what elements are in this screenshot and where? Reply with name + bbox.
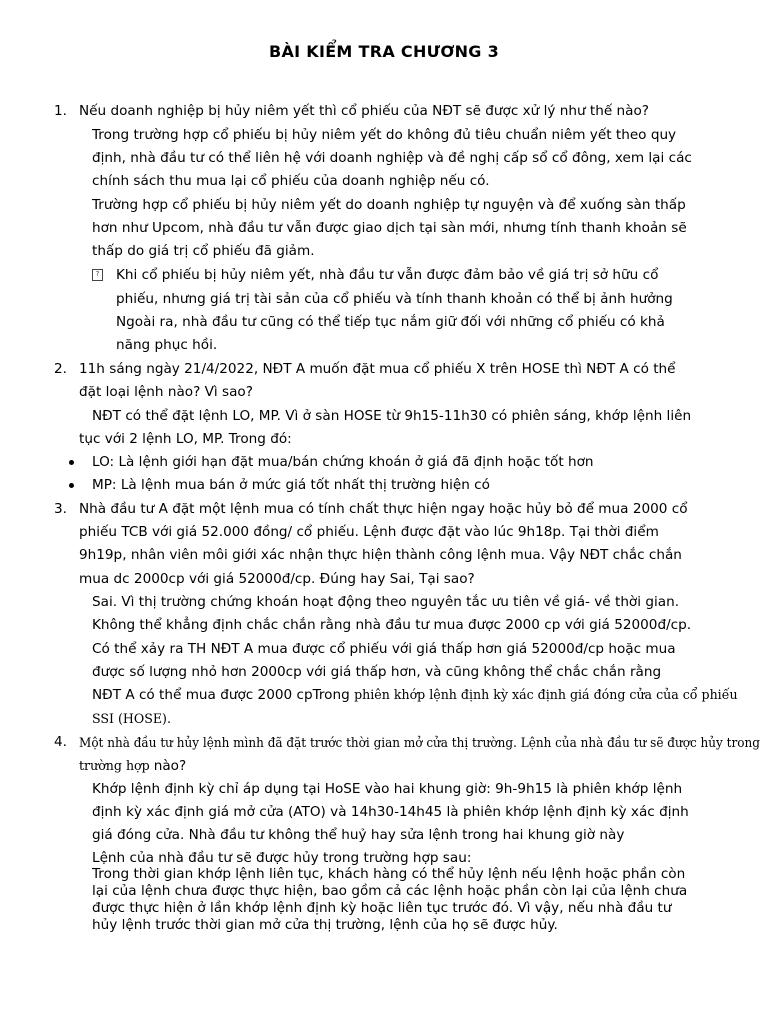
- q1-p2-line-1: Trường hợp cổ phiếu bị hủy niêm yết do doanh nghiệp tự nguyện và để xuống sàn thấp: [92, 197, 686, 213]
- q4-answer-line-3: giá đóng cửa. Nhà đầu tư không thể huỷ hay sửa lệnh trong hai khung giờ này: [92, 827, 625, 843]
- q2-answer-line-2: tục với 2 lệnh LO, MP. Trong đó:: [79, 431, 292, 447]
- q1-p1-line-1: Trong trường hợp cổ phiếu bị hủy niêm yết do không đủ tiêu chuẩn niêm yết theo quy: [92, 127, 677, 143]
- q3-answer-line-5: [92, 686, 738, 704]
- q1-p2-line-3: thấp do giá trị cổ phiếu đã giảm.: [92, 243, 315, 259]
- q3-question-line-2: phiếu TCB với giá 52.000 đồng/ cổ phiếu. Lệnh được đặt vào lúc 9h18p. Tại thời điểm: [79, 524, 659, 540]
- q2-bullet-mp: MP: Là lệnh mua bán ở mức giá tốt nhất thị trường hiện có: [92, 477, 490, 493]
- q4-answer-line-2: định kỳ xác định giá mở cửa (ATO) và 14h30-14h45 là phiên khớp lệnh định kỳ xác định: [92, 804, 689, 820]
- q1-number: 1.: [54, 103, 67, 119]
- q1-bullet-line-1: Khi cổ phiếu bị hủy niêm yết, nhà đầu tư vẫn được đảm bảo về giá trị sở hữu cổ: [116, 267, 659, 283]
- q2-question-line-1: 11h sáng ngày 21/4/2022, NĐT A muốn đặt mua cổ phiếu X trên HOSE thì NĐT A có thể: [79, 361, 676, 377]
- q3-answer-line-6: SSI (HOSE).: [92, 711, 171, 726]
- q3-question-line-1: Nhà đầu tư A đặt một lệnh mua có tính chất thực hiện ngay hoặc hủy bỏ để mua 2000 cổ: [79, 501, 688, 517]
- q3-question-line-3: 9h19p, nhân viên môi giới xác nhận thực hiện thành công lệnh mua. Vậy NĐT chắc chắn: [79, 547, 682, 563]
- q4-answer-line-1: Khớp lệnh định kỳ chỉ áp dụng tại HoSE vào hai khung giờ: 9h-9h15 là phiên khớp lệnh: [92, 781, 683, 797]
- q4-question-line-2-sans: nào?: [153, 758, 187, 774]
- bullet-dot-icon: [69, 460, 74, 465]
- q4-question-line-1: Một nhà đầu tư hủy lệnh mình đã đặt trước thời gian mở cửa thị trường. Lệnh của nhà đầu tư sẽ được hủy trong: [79, 735, 760, 750]
- q2-number: 2.: [54, 361, 67, 377]
- q3-answer-line-3: Có thể xảy ra TH NĐT A mua được cổ phiếu với giá thấp hơn giá 52000đ/cp hoặc mua: [92, 641, 676, 657]
- q4-answer2-line-4: được thực hiện ở lần khớp lệnh định kỳ hoặc liên tục trước đó. Vì vậy, nếu nhà đầu tư: [92, 900, 672, 916]
- q1-bullet-line-4: năng phục hồi.: [116, 337, 218, 353]
- q3-answer-line-2: Không thể khẳng định chắc chắn rằng nhà đầu tư mua được 2000 cp với giá 52000đ/cp.: [92, 617, 692, 633]
- q4-answer2-line-5: hủy lệnh trước thời gian mở cửa thị trường, lệnh của họ sẽ được hủy.: [92, 917, 558, 933]
- q2-bullet-lo: LO: Là lệnh giới hạn đặt mua/bán chứng khoán ở giá đã định hoặc tốt hơn: [92, 454, 594, 470]
- q2-answer-line-1: NĐT có thể đặt lệnh LO, MP. Vì ở sàn HOSE từ 9h15-11h30 có phiên sáng, khớp lệnh liên: [92, 408, 692, 424]
- q2-question-line-2: đặt loại lệnh nào? Vì sao?: [79, 384, 253, 400]
- q1-p2-line-2: hơn như Upcom, nhà đầu tư vẫn được giao dịch tại sàn mới, nhưng tính thanh khoản sẽ: [92, 220, 687, 236]
- q1-p1-line-2: định, nhà đầu tư có thể liên hệ với doanh nghiệp và đề nghị cấp sổ cổ đông, xem lại các: [92, 150, 692, 166]
- q4-answer2-line-2: Trong thời gian khớp lệnh liên tục, khách hàng có thể hủy lệnh nếu lệnh hoặc phần còn: [92, 866, 686, 882]
- q1-p1-line-3: chính sách thu mua lại cổ phiếu của doanh nghiệp nếu có.: [92, 173, 490, 189]
- bullet-dot-icon: [69, 483, 74, 488]
- q1-bullet-line-2: phiếu, nhưng giá trị tài sản của cổ phiếu và tính thanh khoản có thể bị ảnh hưởng: [116, 291, 673, 307]
- q4-question-line-2-serif: trường hợp: [79, 758, 154, 773]
- q4-answer2-line-3: lại của lệnh chưa được thực hiện, bao gồm cả các lệnh hoặc phần còn lại của lệnh chưa: [92, 883, 688, 899]
- missing-glyph-bullet-icon: ?: [92, 269, 103, 281]
- page-title: BÀI KIỂM TRA CHƯƠNG 3: [268, 42, 500, 61]
- q4-number: 4.: [54, 734, 67, 750]
- q3-answer-line-4: được số lượng nhỏ hơn 2000cp với giá thấp hơn, và cũng không thể chắc chắn rằng: [92, 664, 662, 680]
- q3-answer-line-5-serif: phiên khớp lệnh định kỳ xác định giá đóng cửa của cổ phiếu: [354, 687, 738, 702]
- q3-number: 3.: [54, 501, 67, 517]
- q1-question: Nếu doanh nghiệp bị hủy niêm yết thì cổ phiếu của NĐT sẽ được xử lý như thế nào?: [79, 103, 650, 119]
- q4-answer2-line-1: Lệnh của nhà đầu tư sẽ được hủy trong trường hợp sau:: [92, 850, 472, 866]
- q3-answer-line-5-sans: NĐT A có thể mua được 2000 cpTrong: [92, 687, 355, 703]
- q3-answer-line-1: Sai. Vì thị trường chứng khoán hoạt động theo nguyên tắc ưu tiên về giá- về thời gian.: [92, 594, 680, 610]
- q3-question-line-4: mua dc 2000cp với giá 52000đ/cp. Đúng hay Sai, Tại sao?: [79, 571, 475, 587]
- q1-bullet-line-3: Ngoài ra, nhà đầu tư cũng có thể tiếp tục nắm giữ đối với những cổ phiếu có khả: [116, 314, 665, 330]
- q4-question-line-2: [79, 757, 186, 775]
